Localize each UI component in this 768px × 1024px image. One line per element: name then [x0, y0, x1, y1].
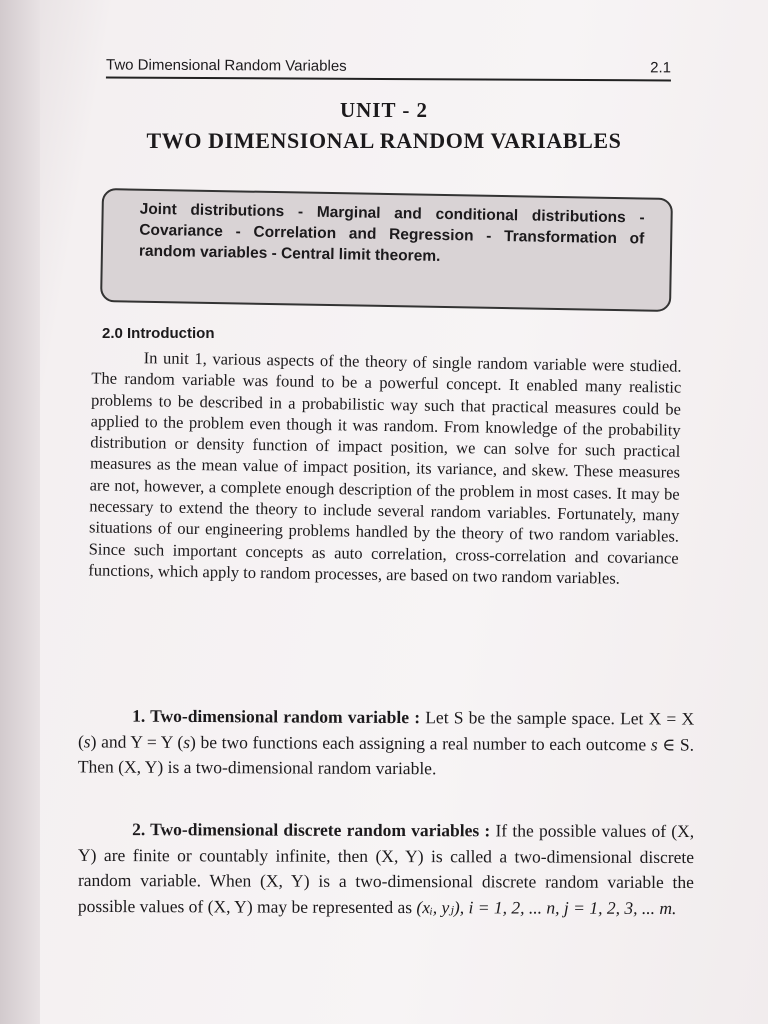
page-number: 2.1 [650, 59, 672, 77]
unit-label: UNIT - 2 [339, 98, 429, 122]
unit-topics-box: Joint distributions - Marginal and conditional distributions - Covariance - Correlation and Regression - Transformation of random variables - Central limit theorem. [100, 188, 673, 312]
definition-text: Let S be the sample space. Let X = X ( [77, 707, 695, 751]
definition-term: 1. Two-dimensional random variable : [132, 705, 421, 728]
definition-term: 2. Two-dimensional discrete random variables : [132, 819, 491, 841]
definition-two-dimensional-discrete [78, 817, 694, 921]
running-head [106, 57, 671, 82]
definition-text: ) and Y = Y ( [90, 730, 184, 752]
definition-variable: s [83, 730, 91, 751]
section-heading: 2.0 Introduction [102, 325, 215, 342]
definition-text: ∈ S. Then (X, Y) is a two-dimensional random variable. [77, 733, 695, 779]
running-head-title: Two Dimensional Random Variables [105, 56, 347, 75]
definition-text: ) be two functions each assigning a real number to each outcome [190, 731, 651, 754]
unit-title: TWO DIMENSIONAL RANDOM VARIABLES [146, 128, 622, 153]
definition-text: If the possible values of (X, Y) are finite or countably infinite, then (X, Y) is called a two-dimensional discrete random variable. When (X, Y) is a two-dimensional discrete random variable the possible values of (X, Y) may be represented as [77, 820, 695, 917]
definition-variable: s [650, 733, 658, 754]
definition-two-dimensional-random-variable [78, 703, 694, 783]
definition-formula: (xᵢ, yⱼ), i = 1, 2, ... n, j = 1, 2, 3, ... m. [416, 896, 677, 918]
introduction-paragraph: In unit 1, various aspects of the theory of single random variable were studied. The random variable was found to be a powerful concept. It enabled many realistic problems to be described in a probabilistic way such that practical measures could be applied to the problem even though it was random. From knowledge of the probability distribution or density function of impact position, we can solve for such practical measures as the mean value of impact position, its variance, and skew. These measures are not, however, a complete enough description of the problem in most cases. It may be necessary to extend the theory to include several random variables. Fortunately, many situations of our engineering problems handled by the theory of two random variables. Since such important concepts as auto correlation, cross-correlation and covariance functions, which apply to random processes, are based on two random variables. [88, 348, 682, 588]
definition-variable: s [183, 731, 191, 752]
